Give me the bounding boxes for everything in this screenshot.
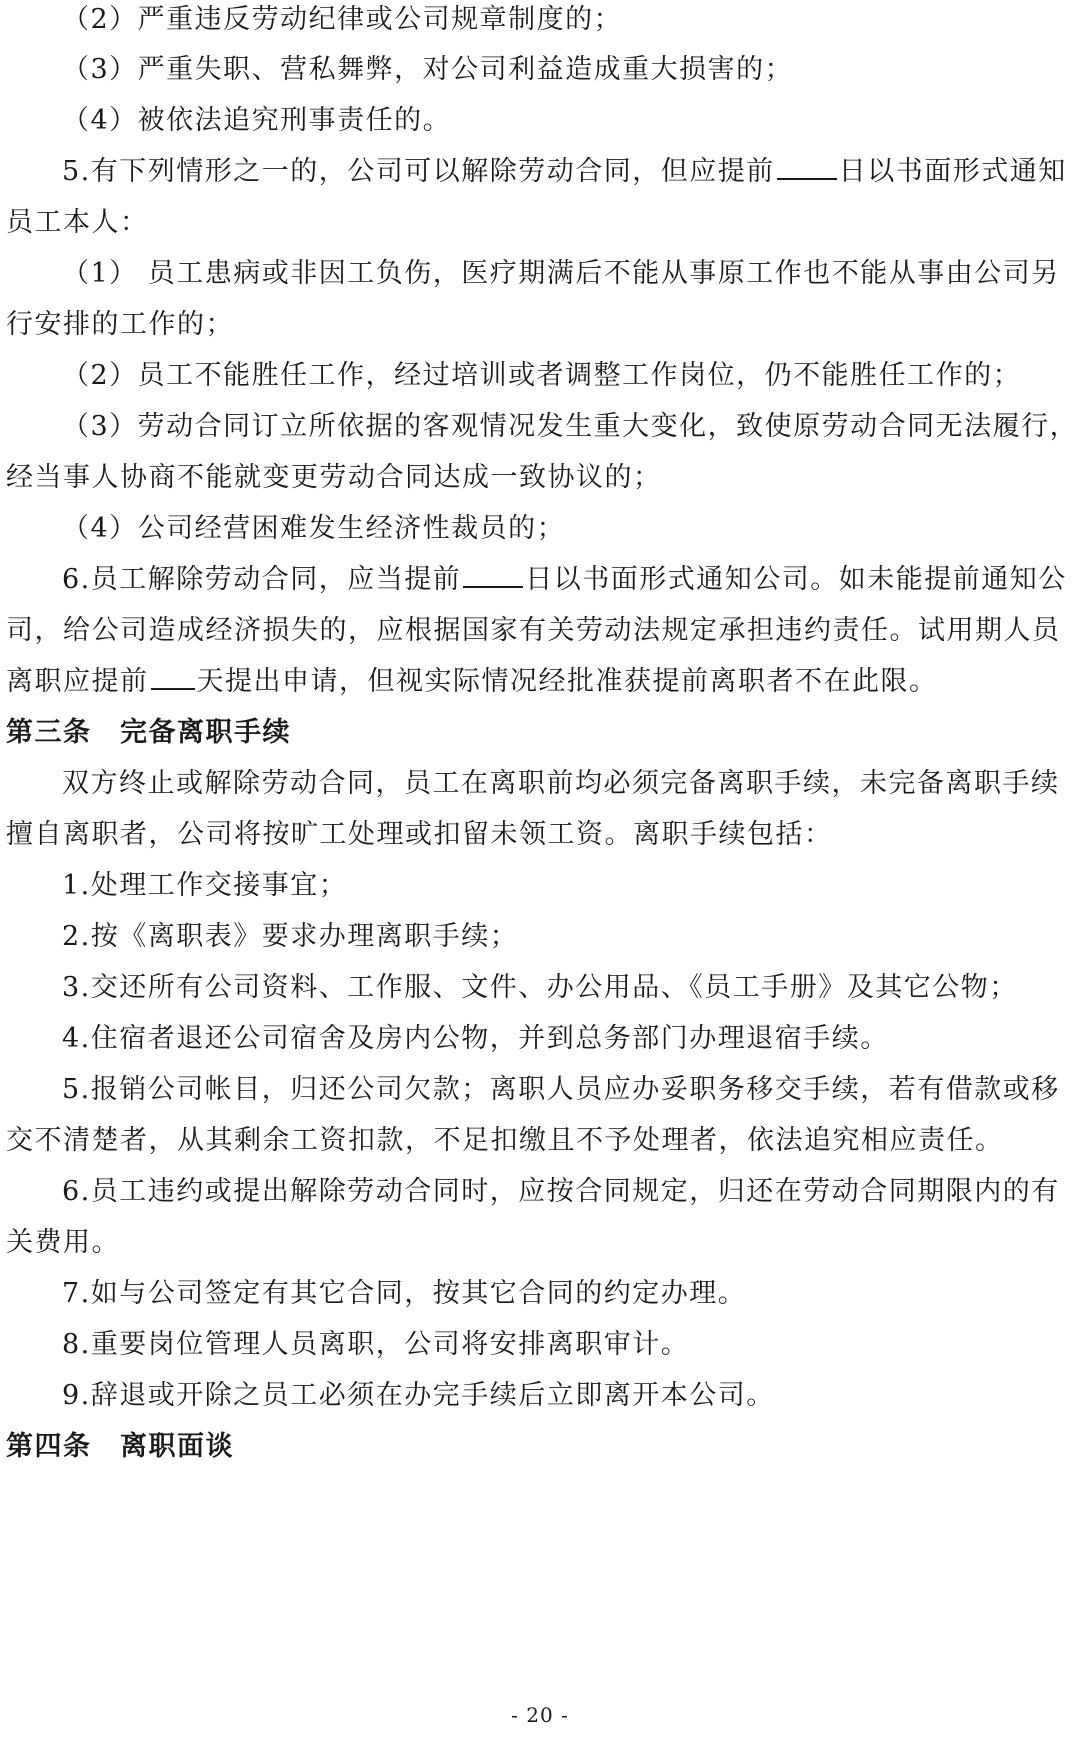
paragraph-line: 双方终止或解除劳动合同，员工在离职前均必须完备离职手续，未完备离职手续 [62,768,1060,799]
paragraph-line [0,152,1080,192]
paragraph-line: （4）公司经营困难发生经济性裁员的； [62,513,566,544]
paragraph-line: （3）严重失职、营私舞弊，对公司利益造成重大损害的； [62,54,794,85]
paragraph-line [0,560,1080,600]
paragraph-line: （2）严重违反劳动纪律或公司规章制度的； [62,4,623,35]
paragraph-line: 擅自离职者，公司将按旷工处理或扣留未领工资。离职手续包括： [6,819,833,850]
paragraph-line: （1） 员工患病或非因工负伤，医疗期满后不能从事原工作也不能从事由公司另 [62,258,1060,289]
list-item: 5.报销公司帐目，归还公司欠款；离职人员应办妥职务移交手续，若有借款或移 [62,1074,1060,1105]
section-heading: 第三条 完备离职手续 [6,717,291,748]
list-item: 7.如与公司签定有其它合同，按其它合同的约定办理。 [62,1278,747,1309]
fill-in-blank [777,152,837,180]
paragraph-line: 司，给公司造成经济损失的，应根据国家有关劳动法规定承担违约责任。试用期人员 [6,615,1061,646]
paragraph-line [0,662,1080,702]
list-item: 9.辞退或开除之员工必须在办完手续后立即离开本公司。 [62,1380,775,1411]
line-text: 6.员工解除劳动合同，应当提前 [62,564,462,595]
list-item: 6.员工违约或提出解除劳动合同时，应按合同规定，归还在劳动合同期限内的有 [62,1176,1060,1207]
line-text: 天提出申请，但视实际情况经批准获提前离职者不在此限。 [196,666,938,697]
page-number: - 20 - [511,1703,569,1727]
list-item: 3.交还所有公司资料、工作服、文件、办公用品、《员工手册》及其它公物； [62,972,1018,1003]
paragraph-line: （2）员工不能胜任工作，经过培训或者调整工作岗位，仍不能胜任工作的； [62,360,1022,391]
fill-in-blank [463,560,523,588]
list-item: 8.重要岗位管理人员离职，公司将安排离职审计。 [62,1329,690,1360]
line-text: 离职应提前 [6,666,149,697]
list-item: 1.处理工作交接事宜； [62,870,348,901]
paragraph-line: （4）被依法追究刑事责任的。 [62,105,452,136]
paragraph-line: 关费用。 [6,1227,120,1258]
paragraph-line: 交不清楚者，从其剩余工资扣款，不足扣缴且不予处理者，依法追究相应责任。 [6,1125,1004,1156]
section-heading: 第四条 离职面谈 [6,1431,234,1462]
paragraph-line: 经当事人协商不能就变更劳动合同达成一致协议的； [6,462,662,493]
line-text: 5.有下列情形之一的，公司可以解除劳动合同，但应提前 [62,156,775,187]
line-text: 日以书面形式通知 [838,156,1067,187]
fill-in-blank [151,662,195,690]
line-text: 日以书面形式通知公司。如未能提前通知公 [525,564,1067,595]
list-item: 4.住宿者退还公司宿舍及房内公物，并到总务部门办理退宿手续。 [62,1023,889,1054]
paragraph-line: 行安排的工作的； [6,309,234,340]
list-item: 2.按《离职表》要求办理离职手续； [62,921,519,952]
paragraph-line: （3）劳动合同订立所依据的客观情况发生重大变化，致使原劳动合同无法履行， [62,411,1079,442]
paragraph-line: 员工本人： [6,207,149,238]
